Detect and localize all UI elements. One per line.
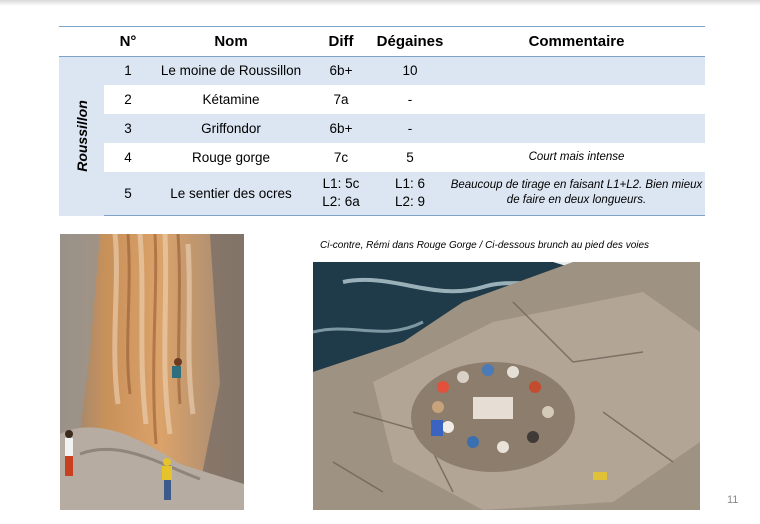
route-name: Rouge gorge [191,149,271,165]
route-name: Griffondor [152,114,310,143]
header-grade: Diff [310,27,372,57]
route-name: Le sentier des ocres [152,172,310,216]
route-quickdraws [372,172,448,216]
window-top-edge [0,0,760,6]
route-grade-pitch-1: L1: 5c [322,176,360,192]
sector-label: Roussillon [73,100,90,173]
route-comment: Court mais intense [528,150,625,163]
header-name: Nom [152,27,310,57]
table-row [59,114,705,143]
climbing-photo [60,234,244,510]
route-quickdraws: 5 [406,149,414,165]
header-num: N° [104,27,152,57]
route-grade [310,172,372,216]
route-quickdraws: - [407,91,413,107]
route-name: Le moine de Roussillon [152,57,310,85]
routes-table [59,26,705,216]
route-name: Kétamine [202,91,260,107]
table-row [59,143,705,172]
header-comment: Commentaire [448,27,705,57]
route-grade: 7a [333,91,349,107]
route-num: 1 [104,57,152,85]
sector-cell [59,57,104,216]
table-header-row [59,27,705,57]
table-row [59,172,705,216]
route-grade: 6b+ [310,57,372,85]
route-num: 3 [104,114,152,143]
route-quickdraws: 10 [372,57,448,85]
header-quickdraws: Dégaines [372,27,448,57]
route-comment [448,85,705,114]
table-row [59,85,705,114]
route-comment [448,114,705,143]
route-num: 2 [124,91,132,107]
page-number: 11 [727,494,739,506]
route-comment: Beaucoup de tirage en faisant L1+L2. Bien mieux de faire en deux longueurs. [448,172,705,216]
route-quickdraws: - [372,114,448,143]
route-grade: 6b+ [310,114,372,143]
route-grade: 7c [333,149,349,165]
route-quickdraws-pitch-2: L2: 9 [394,194,426,210]
route-num: 5 [104,172,152,216]
brunch-photo [313,262,700,510]
header-blank [59,27,104,57]
photo-caption: Ci-contre, Rémi dans Rouge Gorge / Ci-dessous brunch au pied des voies [320,240,650,251]
route-grade-pitch-2: L2: 6a [322,194,360,210]
route-comment [448,57,705,85]
route-quickdraws-pitch-1: L1: 6 [394,176,426,192]
table-row [59,57,705,85]
route-num: 4 [124,149,132,165]
